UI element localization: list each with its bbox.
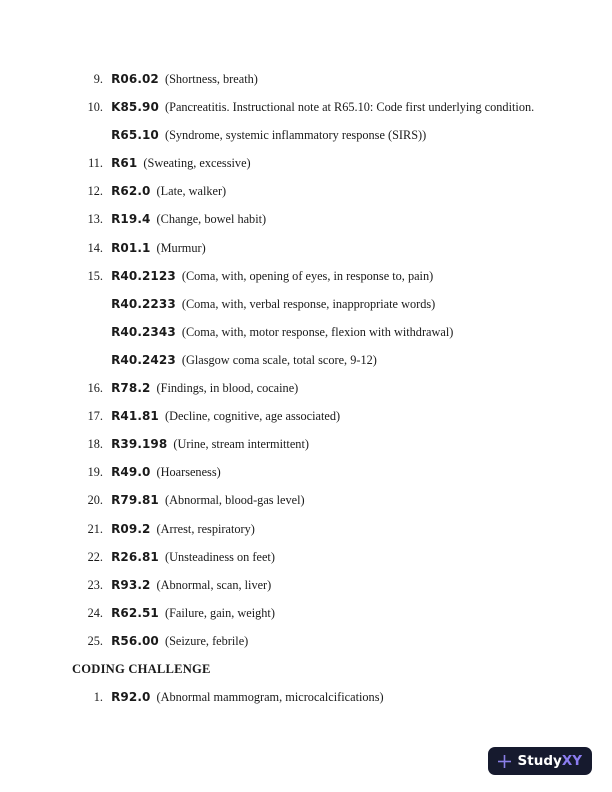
code-description: (Abnormal mammogram, microcalcifications) xyxy=(156,690,384,705)
list-item-number: 14. xyxy=(87,240,103,255)
code-description: (Coma, with, verbal response, inappropriate words) xyxy=(181,296,436,311)
code-description: (Arrest, respiratory) xyxy=(156,521,255,536)
icd-code: R79.81 xyxy=(111,493,159,508)
coding-challenge-heading: CODING CHALLENGE xyxy=(72,661,211,676)
list-item xyxy=(0,571,612,599)
list-item xyxy=(0,627,612,655)
code-description: (Failure, gain, weight) xyxy=(164,605,275,620)
code-description: (Syndrome, systemic inflammatory response (SIRS)) xyxy=(164,128,427,143)
code-description: (Sweating, excessive) xyxy=(143,156,251,171)
icd-code: R19.4 xyxy=(111,212,151,227)
code-description: (Pancreatitis. Instructional note at R65.10: Code first underlying condition. xyxy=(165,100,535,115)
icd-code: R40.2343 xyxy=(111,324,176,339)
icd-code: R49.0 xyxy=(111,465,151,480)
icd-code: R40.2423 xyxy=(111,352,176,367)
code-description: (Hoarseness) xyxy=(156,465,221,480)
icd-code: R01.1 xyxy=(111,240,151,255)
challenge-list xyxy=(0,683,612,711)
list-item-number: 21. xyxy=(87,521,103,536)
icd-code: K85.90 xyxy=(111,100,159,115)
list-item-number: 18. xyxy=(87,437,103,452)
list-item-number: 24. xyxy=(87,605,103,620)
list-item xyxy=(0,486,612,514)
icd-code: R56.00 xyxy=(111,633,159,648)
list-item-number: 17. xyxy=(87,409,103,424)
list-item-number: 9. xyxy=(93,72,103,86)
list-item xyxy=(0,149,612,177)
code-description: (Murmur) xyxy=(156,240,206,255)
icd-code: R65.10 xyxy=(111,128,159,143)
icd-code: R26.81 xyxy=(111,549,159,564)
list-item xyxy=(0,543,612,571)
code-description: (Abnormal, blood-gas level) xyxy=(164,493,305,508)
code-description: (Late, walker) xyxy=(156,184,227,199)
plus-icon xyxy=(497,754,512,769)
icd-code: R40.2233 xyxy=(111,296,176,311)
list-item-number: 22. xyxy=(87,549,103,564)
icd-code: R93.2 xyxy=(111,577,151,592)
code-description: (Findings, in blood, cocaine) xyxy=(156,381,299,396)
list-item xyxy=(0,177,612,205)
icd-code: R41.81 xyxy=(111,409,159,424)
code-description: (Glasgow coma scale, total score, 9-12) xyxy=(181,352,377,367)
list-item xyxy=(0,683,612,711)
list-item xyxy=(0,262,612,290)
list-item xyxy=(0,318,612,346)
icd-code: R09.2 xyxy=(111,521,151,536)
list-item-number: 11. xyxy=(88,156,103,171)
list-item xyxy=(0,121,612,149)
code-description: (Urine, stream intermittent) xyxy=(173,437,309,452)
studyxy-logo xyxy=(488,747,592,775)
icd-code: R62.0 xyxy=(111,184,151,199)
code-description: (Decline, cognitive, age associated) xyxy=(164,409,341,424)
icd-code: R40.2123 xyxy=(111,268,176,283)
answer-list xyxy=(0,65,612,655)
code-description: (Coma, with, opening of eyes, in response to, pain) xyxy=(181,268,434,283)
list-item xyxy=(0,599,612,627)
list-item xyxy=(0,458,612,486)
list-item xyxy=(0,65,612,93)
list-item xyxy=(0,205,612,233)
list-item xyxy=(0,290,612,318)
list-item-number: 23. xyxy=(87,577,103,592)
code-description: (Abnormal, scan, liver) xyxy=(156,577,272,592)
list-item xyxy=(0,515,612,543)
list-item xyxy=(0,374,612,402)
list-item-number: 25. xyxy=(87,633,103,648)
icd-code: R92.0 xyxy=(111,690,151,705)
code-description: (Shortness, breath) xyxy=(164,72,258,86)
list-item-number: 13. xyxy=(87,212,103,227)
icd-code: R61 xyxy=(111,156,138,171)
icd-code: R06.02 xyxy=(111,72,159,86)
code-description: (Change, bowel habit) xyxy=(156,212,267,227)
code-description: (Seizure, febrile) xyxy=(164,633,249,648)
code-description: (Unsteadiness on feet) xyxy=(164,549,275,564)
list-item xyxy=(0,346,612,374)
logo-text-study: Study xyxy=(517,753,562,769)
list-item-number: 12. xyxy=(87,184,103,199)
list-item-number: 10. xyxy=(87,100,103,115)
list-item-number: 19. xyxy=(87,465,103,480)
list-item-number: 1. xyxy=(93,690,103,705)
list-item-number: 20. xyxy=(87,493,103,508)
logo-text-xy: XY xyxy=(561,753,582,769)
page-content xyxy=(0,65,612,711)
icd-code: R39.198 xyxy=(111,437,168,452)
list-item xyxy=(0,430,612,458)
code-description: (Coma, with, motor response, flexion with withdrawal) xyxy=(181,324,454,339)
icd-code: R78.2 xyxy=(111,381,151,396)
list-item-number: 15. xyxy=(87,268,103,283)
list-item xyxy=(0,402,612,430)
icd-code: R62.51 xyxy=(111,605,159,620)
list-item xyxy=(0,234,612,262)
list-item xyxy=(0,93,612,121)
list-item-number: 16. xyxy=(87,381,103,396)
